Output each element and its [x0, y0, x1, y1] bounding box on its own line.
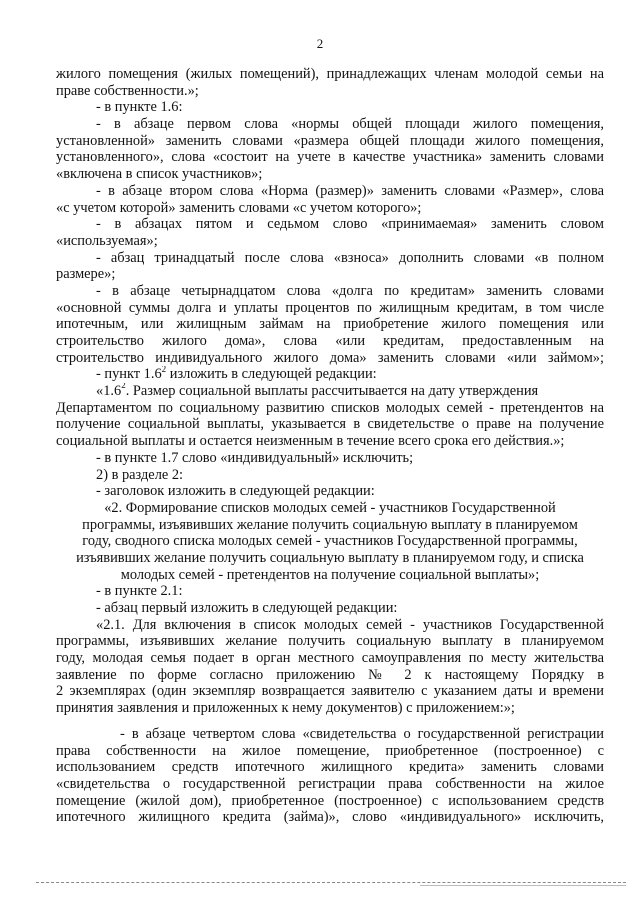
document-body — [56, 66, 604, 826]
text-line: помещение (жилой дом), приобретенное (построенное) с использованием средств — [56, 792, 604, 809]
text-line: праве собственности.»; — [56, 82, 199, 99]
text-line: - абзац тринадцатый после слова «взноса» дополнить словами «в полном — [96, 249, 604, 266]
text-line: «включена в список участников»; — [56, 166, 263, 183]
text-line: строительство индивидуального жилого дома» заменить словами «или займом»; — [56, 349, 604, 366]
text-line: «свидетельства о государственной регистрации права собственности на жилое — [56, 775, 604, 792]
text-line: - в абзаце четвертом слова «свидетельства о государственной регистрации — [120, 725, 604, 742]
superscript: 2 — [161, 366, 167, 374]
text-line: социальной выплаты и остается неизменным в течение всего срока его действия.»; — [56, 433, 565, 450]
text-line: «с учетом которой» заменить словами «с учетом которого»; — [56, 199, 422, 216]
text-line: заявление по форме согласно приложению № 2 к настоящему Порядку в — [56, 666, 604, 683]
text-line: «используемая»; — [56, 232, 158, 249]
text-line: году, молодая семья подает в орган местного самоуправления по месту жительства — [56, 650, 604, 667]
text-line: изъявивших желание получить социальную выплату в планируемом году, и списка — [76, 549, 584, 566]
text-line: программы, изъявивших желание получить социальную выплату в планируемом — [82, 516, 578, 533]
text-line: - в пункте 1.6: — [96, 99, 183, 116]
text-line: размере»; — [56, 266, 116, 283]
text-line: установленной» заменить словами «размера общей площади жилого помещения, — [56, 132, 604, 149]
text-line: молодых семей - претендентов на получение социальной выплаты»; — [120, 566, 540, 583]
text-line: - пункт $1.6^2$ изложить в следующей редакции: — [56, 366, 604, 383]
text-line: «2. Формирование списков молодых семей - участников Государственной — [104, 499, 556, 516]
text-line: права собственности на жилое помещение, приобретенное (построенное) с — [56, 742, 604, 759]
text-line: «основной суммы долга и уплаты процентов по жилищным кредитам, в том числе — [56, 299, 604, 316]
text-line: «2.1. Для включения в список молодых семей - участников Государственной — [96, 616, 604, 633]
text-line: - абзац первый изложить в следующей редакции: — [96, 600, 398, 616]
text-line: программы, изъявивших желание получить социальную выплату в планируемом — [56, 633, 604, 650]
text-line: 2) в разделе 2: — [96, 466, 184, 483]
text-line: - в абзаце втором слова «Норма (размер)» заменить словами «Размер», слова — [96, 182, 604, 199]
text-line: - в абзацах пятом и седьмом слово «принимаемая» заменить словом — [96, 216, 604, 233]
text-line: - в пункте 2.1: — [96, 583, 183, 600]
superscript: 2 — [121, 383, 126, 391]
text-line: - в пункте 1.7 слово «индивидуальный» исключить; — [96, 449, 414, 466]
text-line: 2 экземплярах (один экземпляр возвращается заявителю с указанием даты и времени — [56, 683, 604, 700]
text-line: году, сводного списка молодых семей - участников Государственной программы, — [82, 533, 578, 550]
text-line: ипотечного жилищного кредита (займа)», слово «индивидуального» исключить, — [56, 809, 604, 826]
page-number: 2 — [316, 36, 324, 51]
text-line: получение социальной выплаты, указывается в свидетельстве о праве на получение — [56, 416, 604, 433]
scan-edge-line — [420, 885, 626, 886]
text-line: «$1.6^2$. Размер социальной выплаты рассчитывается на дату утверждения — [56, 383, 604, 400]
text-line: - в абзаце первом слова «нормы общей площади жилого помещения, — [96, 116, 604, 133]
text-line: принятия заявления и приложенных к нему документов) с приложением:»; — [56, 700, 515, 717]
text-line: установленного», слова «состоит на учете в качестве участника» заменить словами — [56, 149, 604, 166]
scan-edge-line — [36, 882, 626, 883]
text-line: Департаментом по социальному развитию списков молодых семей - претендентов на — [56, 399, 604, 416]
text-line: - в абзаце четырнадцатом слова «долга по кредитам» заменить словами — [96, 282, 604, 299]
text-line: ипотечным, или жилищным займам на приобретение жилого помещения или — [56, 316, 604, 333]
text-line: строительство жилого дома», слова «или кредитам, предоставленным на — [56, 333, 604, 349]
text-line: жилого помещения (жилых помещений), принадлежащих членам молодой семьи на — [56, 66, 604, 82]
text-line: - заголовок изложить в следующей редакции: — [96, 483, 375, 500]
text-line: использованием средств ипотечного жилищного кредита» заменить словами — [56, 759, 604, 776]
